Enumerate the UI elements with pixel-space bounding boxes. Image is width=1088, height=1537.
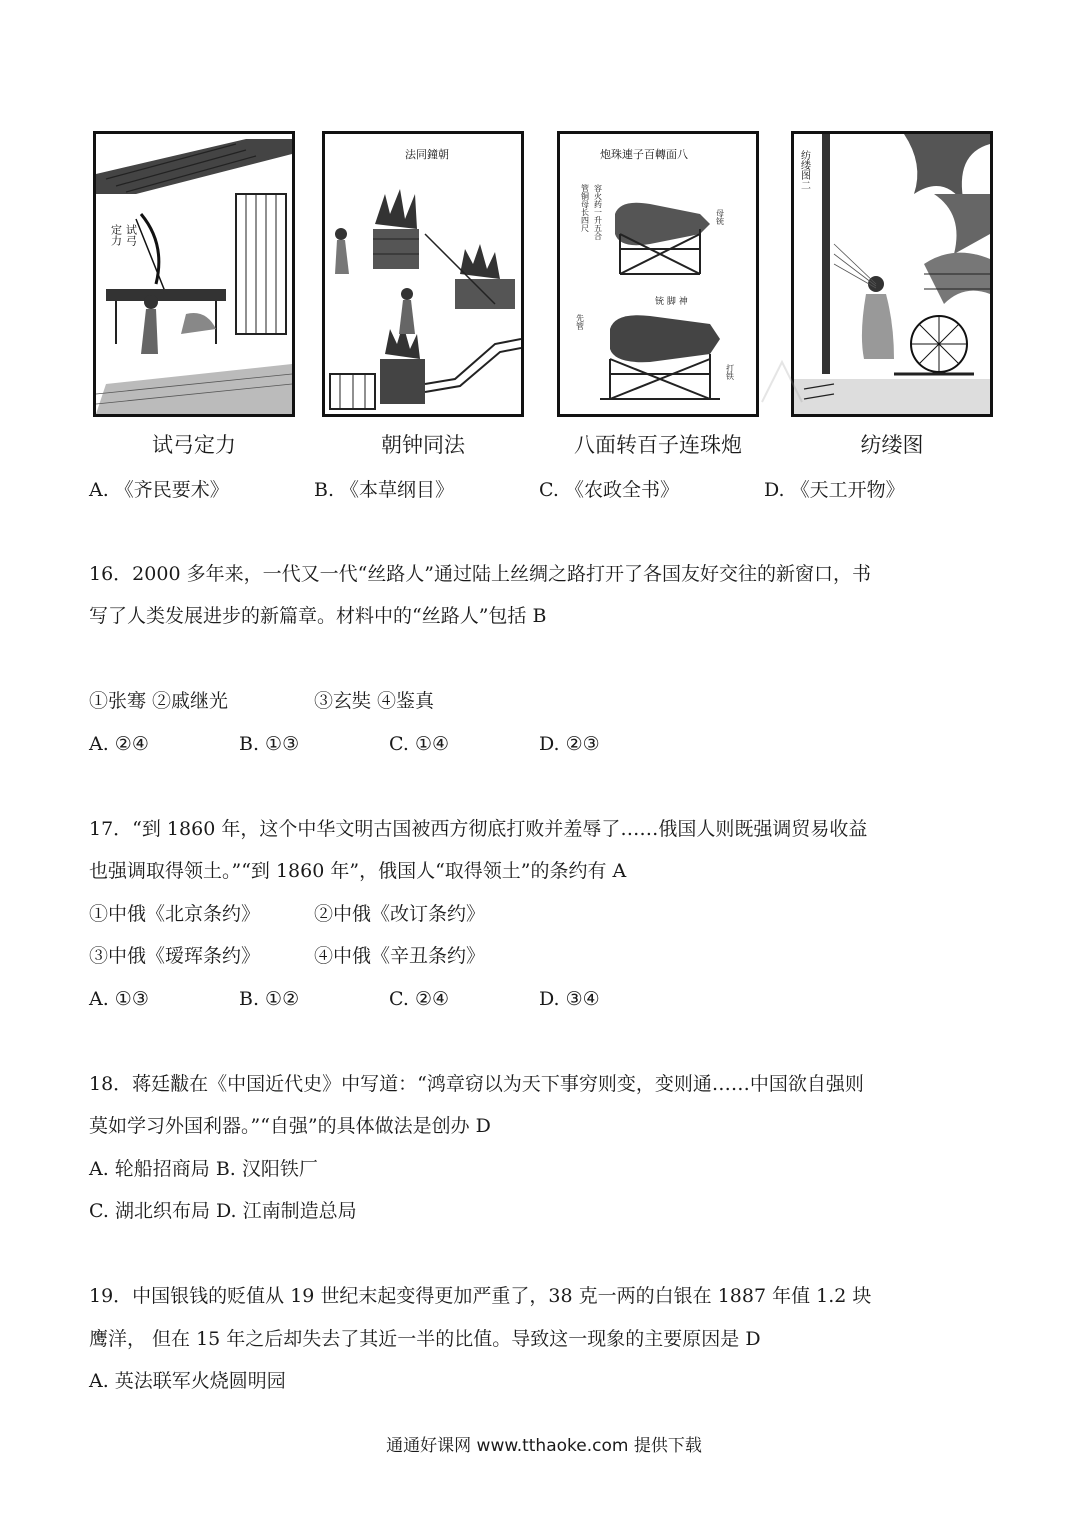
svg-text:容火药一升五合: 容火药一升五合 [593, 184, 603, 240]
svg-text:铳 脚 神: 铳 脚 神 [655, 297, 688, 307]
q16-stem-line2: 写了人类发展进步的新篇章。材料中的“丝路人”包括 B [89, 605, 547, 627]
figure-caption-bell: 朝钟同法 [381, 433, 465, 457]
q17-item-3: ③中俄《瑷珲条约》 [89, 945, 261, 967]
q15-option-a: A. 《齐民要术》 [89, 479, 229, 501]
q16-items-b: ③玄奘 ④鉴真 [314, 690, 435, 712]
q17-option-c: C. ②④ [389, 988, 450, 1010]
footer-source: 通通好课网 www.tthaoke.com 提供下载 [386, 1436, 702, 1456]
q17-option-d: D. ③④ [539, 988, 600, 1010]
watermark-icon [752, 352, 812, 412]
cannon-woodcut-icon [560, 134, 756, 414]
q16-stem-line1: 16．2000 多年来，一代又一代“丝路人”通过陆上丝绸之路打开了各国友好交往的新窗口，书 [89, 563, 871, 585]
q17-option-a: A. ①③ [89, 988, 149, 1010]
svg-text:管铜母长四尺: 管铜母长四尺 [580, 184, 590, 232]
q16-items-a: ①张骞 ②戚继光 [89, 690, 229, 712]
q16-option-a: A. ②④ [89, 733, 149, 755]
bell-casting-woodcut-icon [325, 134, 521, 414]
svg-text:母铳: 母铳 [715, 209, 725, 225]
q16-option-b: B. ①③ [239, 733, 300, 755]
q15-option-d: D. 《天工开物》 [764, 479, 905, 501]
q17-stem-line1: 17．“到 1860 年，这个中华文明古国被西方彻底打败并羞辱了……俄国人则既强调贸易收益 [89, 818, 868, 840]
q17-stem-line2: 也强调取得领土。”“到 1860 年”，俄国人“取得领土”的条约有 A [89, 860, 627, 882]
svg-text:纺缕图二: 纺缕图二 [798, 150, 810, 190]
q16-option-c: C. ①④ [389, 733, 450, 755]
figure-caption-bow: 试弓定力 [152, 433, 236, 457]
q17-option-b: B. ①② [239, 988, 300, 1010]
svg-text:法同鐘朝: 法同鐘朝 [405, 148, 449, 161]
bow-testing-image [93, 131, 295, 417]
spinning-image [791, 131, 993, 417]
q19-option-a: A. 英法联军火烧圆明园 [89, 1370, 286, 1392]
svg-text:试弓: 试弓 [124, 224, 138, 246]
cannon-image [557, 131, 759, 417]
q17-item-4: ④中俄《辛丑条约》 [314, 945, 486, 967]
bell-casting-image [322, 131, 524, 417]
figure-caption-spinning: 纺缕图 [860, 433, 924, 457]
q18-stem-line2: 莫如学习外国利器。”“自强”的具体做法是创办 D [89, 1115, 491, 1137]
q18-stem-line1: 18．蒋廷黻在《中国近代史》中写道：“鸿章窃以为天下事穷则变，变则通……中国欲自强则 [89, 1073, 864, 1095]
q19-stem-line1: 19．中国银钱的贬值从 19 世纪末起变得更加严重了，38 克一两的白银在 1887 年值 1.2 块 [89, 1285, 872, 1307]
q15-option-b: B. 《本草纲目》 [314, 479, 455, 501]
figure-caption-cannon: 八面转百子连珠炮 [574, 433, 742, 457]
bow-testing-woodcut-icon [96, 134, 292, 414]
q17-item-2: ②中俄《改订条约》 [314, 903, 486, 925]
spinning-wheel-woodcut-icon [794, 134, 990, 414]
svg-text:炮珠連子百轉面八: 炮珠連子百轉面八 [600, 148, 688, 161]
q18-options-ab: A. 轮船招商局 B. 汉阳铁厂 [89, 1158, 318, 1180]
svg-text:打铁: 打铁 [725, 364, 735, 380]
q17-item-1: ①中俄《北京条约》 [89, 903, 261, 925]
q18-options-cd: C. 湖北织布局 D. 江南制造总局 [89, 1200, 357, 1222]
q19-stem-line2: 鹰洋， 但在 15 年之后却失去了其近一半的比值。导致这一现象的主要原因是 D [89, 1328, 761, 1350]
q15-option-c: C. 《农政全书》 [539, 479, 679, 501]
q16-option-d: D. ②③ [539, 733, 600, 755]
svg-text:定力: 定力 [109, 224, 123, 246]
svg-text:先管: 先管 [575, 314, 585, 330]
